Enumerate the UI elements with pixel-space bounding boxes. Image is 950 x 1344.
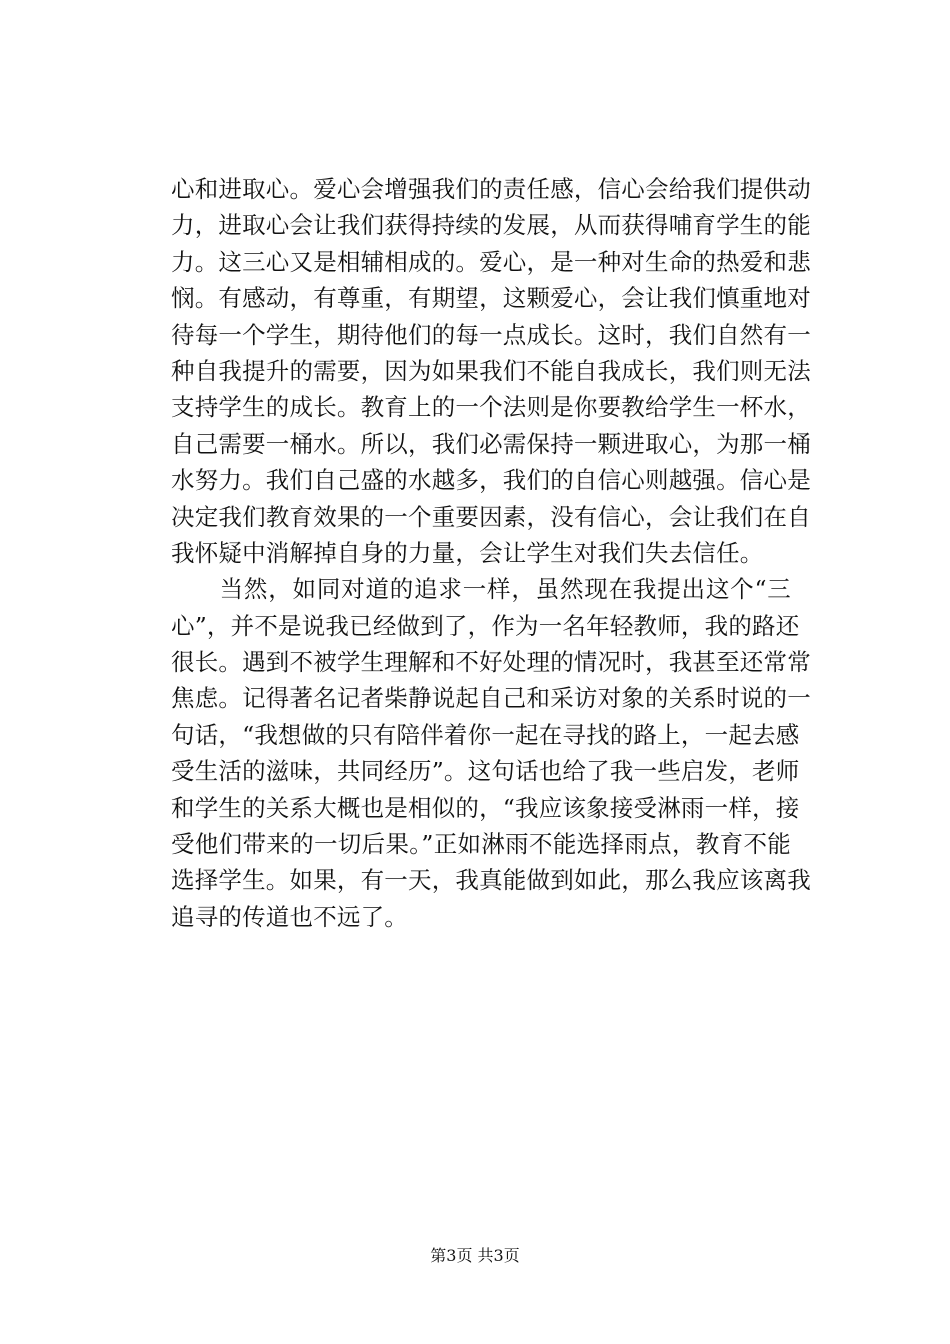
text-line: 水努力。我们自己盛的水越多，我们的自信心则越强。信心是: [171, 466, 811, 495]
text-line: 我怀疑中消解掉自身的力量，会让学生对我们失去信任。: [171, 538, 764, 567]
text-line: 追寻的传道也不远了。: [171, 902, 408, 931]
body-text: [171, 171, 811, 935]
text-line: 句话，“我想做的只有陪伴着你一起在寻找的路上，一起去感: [171, 720, 800, 749]
text-line: 很长。遇到不被学生理解和不好处理的情况时，我甚至还常常: [171, 648, 811, 677]
text-line: 支持学生的成长。教育上的一个法则是你要教给学生一杯水，: [171, 393, 811, 422]
text-line: 决定我们教育效果的一个重要因素，没有信心，会让我们在自: [171, 502, 811, 531]
text-line: 力。这三心又是相辅相成的。爱心，是一种对生命的热爱和悲: [171, 247, 811, 276]
text-line: 焦虑。记得著名记者柴静说起自己和采访对象的关系时说的一: [171, 684, 811, 713]
text-line: 自己需要一桶水。所以，我们必需保持一颗进取心，为那一桶: [171, 429, 811, 458]
text-line: 和学生的关系大概也是相似的，“我应该象接受淋雨一样，接: [171, 793, 800, 822]
text-line: 悯。有感动，有尊重，有期望，这颗爱心，会让我们慎重地对: [171, 284, 811, 313]
text-line: 种自我提升的需要，因为如果我们不能自我成长，我们则无法: [171, 356, 811, 385]
text-line: 心和进取心。爱心会增强我们的责任感，信心会给我们提供动: [171, 175, 811, 203]
text-line: 当然，如同对道的追求一样，虽然现在我提出这个“三: [171, 575, 791, 604]
text-line: 受生活的滋味，共同经历”。这句话也给了我一些启发，老师: [171, 757, 800, 786]
page-number-label: 第3页 共3页: [430, 1246, 520, 1265]
text-line: 心”，并不是说我已经做到了，作为一名年轻教师，我的路还: [171, 611, 800, 640]
page-footer: [0, 1246, 950, 1266]
text-line: 选择学生。如果，有一天，我真能做到如此，那么我应该离我: [171, 866, 811, 895]
text-line: 力，进取心会让我们获得持续的发展，从而获得哺育学生的能: [171, 211, 811, 240]
text-line: 受他们带来的一切后果。”正如淋雨不能选择雨点，教育不能: [171, 830, 791, 859]
text-line: 待每一个学生，期待他们的每一点成长。这时，我们自然有一: [171, 320, 811, 349]
